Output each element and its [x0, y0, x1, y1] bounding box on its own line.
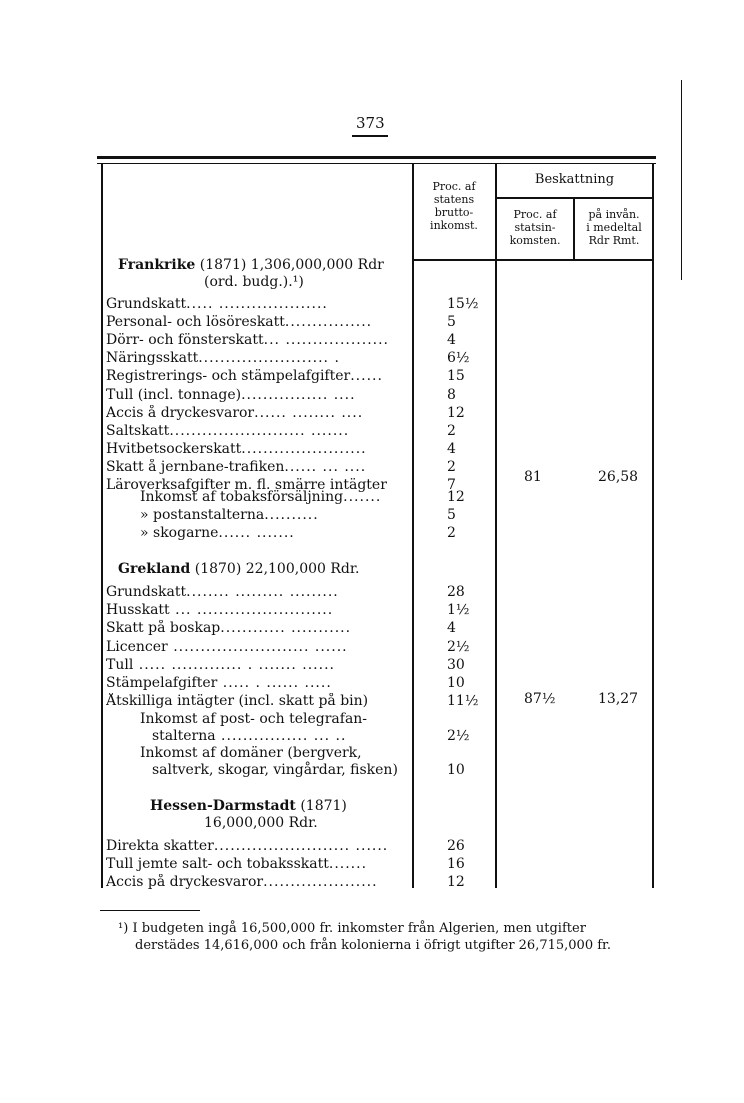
- frankrike-row-leader: ...... ........ ....: [254, 404, 364, 421]
- grekland-sub-text: stalterna: [152, 728, 216, 744]
- frankrike-row-label: [106, 387, 356, 403]
- grekland-row-value: 10: [447, 675, 465, 691]
- table-divider-2: [495, 164, 497, 888]
- grekland-row-label: [106, 639, 348, 655]
- frankrike-row-value: 12: [447, 404, 465, 421]
- grekland-row-text: Stämpelafgifter: [106, 675, 218, 691]
- grekland-budget: (1870) 22,100,000 Rdr.: [194, 561, 360, 577]
- frankrike-row-text: Registrerings- och stämpelafgifter: [106, 368, 351, 385]
- hessen-row-text: Accis på dryckesvaror: [106, 874, 264, 890]
- page-number: 373: [356, 114, 385, 132]
- frankrike-row-label: [106, 368, 383, 384]
- frankrike-row-leader: ... ...................: [263, 332, 389, 349]
- grekland-row-text: Tull: [106, 656, 134, 673]
- frankrike-row-value: 4: [447, 332, 456, 349]
- frankrike-row-value: 7: [447, 477, 456, 493]
- grekland-row-label: [106, 675, 332, 691]
- grekland-row-value: 1½: [447, 602, 470, 619]
- frankrike-row-leader: ........................ .: [198, 350, 340, 367]
- grekland-row-value: 28: [447, 584, 465, 600]
- grekland-per-invanare: 13,27: [598, 691, 639, 707]
- frankrike-sub-row-leader: ...... .......: [218, 525, 295, 541]
- grekland-row-label: [106, 602, 333, 618]
- frankrike-title: [118, 257, 384, 274]
- grekland-row-leader: ........ ......... .........: [186, 584, 339, 600]
- frankrike-sub-row-leader: ..........: [264, 507, 319, 523]
- frankrike-row-text: Näringsskatt: [106, 350, 199, 367]
- frankrike-row-value: 15: [447, 368, 465, 385]
- hessen-row-value: 26: [447, 838, 465, 854]
- grekland-row-value: 4: [447, 620, 456, 637]
- hessen-row-label: [106, 838, 388, 854]
- hessen-row-value: 12: [447, 874, 465, 890]
- frankrike-row-label: [106, 405, 363, 421]
- frankrike-row-text: Saltskatt: [106, 422, 170, 439]
- hessen-row-label: [106, 856, 367, 872]
- frankrike-row-label: [106, 441, 367, 457]
- frankrike-row-label: [106, 459, 366, 475]
- grekland-sub-value: 10: [447, 762, 465, 778]
- grekland-row-value: 30: [447, 656, 465, 673]
- frankrike-row-text: Tull (incl. tonnage): [106, 386, 242, 403]
- hessen-row-label: [106, 874, 378, 890]
- grekland-row-label: [106, 693, 368, 709]
- grekland-row-text: Husskatt: [106, 602, 170, 619]
- grekland-row-text: Licencer: [106, 638, 168, 655]
- grekland-name: Grekland: [118, 561, 191, 577]
- hessen-row-value: 16: [447, 856, 465, 872]
- grekland-row-text: Grundskatt: [106, 584, 187, 600]
- frankrike-row-text: Hvitbetsockerskatt: [106, 440, 242, 457]
- page-number-underline: [352, 135, 388, 137]
- hessen-year: (1871): [300, 798, 347, 814]
- footnote-line2: derstädes 14,616,000 och från kolonierna i öfrigt utgifter 26,715,000 fr.: [135, 938, 611, 953]
- frankrike-row-text: Grundskatt: [106, 296, 187, 312]
- grekland-sub-line1: Inkomst af domäner (bergverk,: [140, 745, 362, 761]
- table-top-rule-thin: [97, 163, 656, 164]
- frankrike-sub-row-text: » postanstalterna: [140, 507, 265, 523]
- frankrike-row-leader: ................: [284, 314, 373, 331]
- table-left-border: [101, 164, 103, 888]
- frankrike-row-label: [106, 296, 328, 312]
- frankrike-sub-row-value: 5: [447, 507, 456, 523]
- frankrike-row-text: Dörr- och fönsterskatt: [106, 332, 264, 349]
- grekland-row-label: [106, 584, 339, 600]
- scan-edge-line: [681, 80, 682, 280]
- grekland-row-value: 2½: [447, 638, 470, 655]
- grekland-sub-leader: ................ ... ..: [215, 728, 347, 744]
- hessen-row-text: Tull jemte salt- och tobaksskatt: [106, 856, 329, 872]
- grekland-row-value: 11½: [447, 693, 479, 710]
- grekland-sub-value: 2½: [447, 728, 470, 744]
- frankrike-sub-row-value: 12: [447, 489, 465, 505]
- frankrike-budget: (1871) 1,306,000,000 Rdr: [199, 257, 384, 273]
- table-right-border: [652, 164, 654, 888]
- frankrike-sub-row-text: Inkomst af tobaksförsäljning: [140, 489, 344, 505]
- grekland-title: [118, 561, 359, 578]
- header-bottom-rule: [412, 259, 653, 261]
- frankrike-row-value: 6½: [447, 350, 470, 367]
- grekland-sub-line2: [152, 728, 346, 744]
- hessen-title: [150, 798, 347, 815]
- grekland-row-label: [106, 657, 335, 673]
- frankrike-row-value: 5: [447, 314, 456, 331]
- grekland-row-leader: ............ ...........: [220, 620, 352, 637]
- grekland-row-leader: ... .........................: [169, 602, 334, 619]
- frankrike-row-label: [106, 350, 340, 366]
- grekland-row-text: Skatt på boskap: [106, 620, 221, 637]
- frankrike-row-text: Skatt å jernbane-trafiken: [106, 458, 285, 475]
- frankrike-sub-row-value: 2: [447, 525, 456, 541]
- header-proc-statens: Proc. af statens brutto- inkomst.: [430, 180, 478, 232]
- frankrike-row-value: 8: [447, 386, 456, 403]
- hessen-budget: 16,000,000 Rdr.: [204, 815, 318, 831]
- frankrike-sub-row-label: [140, 507, 319, 523]
- grekland-row-text: Åtskilliga intägter (incl. skatt på bin): [106, 693, 369, 710]
- hessen-row-text: Direkta skatter: [106, 838, 214, 854]
- frankrike-row-label: [106, 423, 349, 439]
- frankrike-sub-row-label: [140, 525, 295, 541]
- frankrike-row-text: Accis å dryckesvaror: [106, 404, 255, 421]
- frankrike-row-label: [106, 314, 372, 330]
- frankrike-row-value: 4: [447, 440, 456, 457]
- frankrike-per-invanare: 26,58: [598, 469, 639, 485]
- frankrike-row-value: 2: [447, 422, 456, 439]
- frankrike-title-line2: (ord. budg.).¹): [204, 274, 304, 290]
- header-beskattning: Beskattning: [534, 172, 615, 187]
- frankrike-row-leader: .......................: [241, 440, 367, 457]
- hessen-row-leader: ......................... ......: [213, 838, 389, 854]
- frankrike-sub-row-leader: .......: [343, 489, 382, 505]
- grekland-sub-text: saltverk, skogar, vingårdar, fisken): [152, 762, 398, 778]
- table-top-rule: [97, 156, 656, 159]
- grekland-row-leader: ......................... ......: [167, 638, 348, 655]
- grekland-sub-line2: [152, 762, 398, 778]
- grekland-sub-line1: Inkomst af post- och telegrafan-: [140, 711, 368, 727]
- frankrike-name: Frankrike: [118, 257, 196, 273]
- frankrike-row-leader: ................ ....: [241, 386, 356, 403]
- hessen-row-leader: .......: [328, 856, 368, 872]
- frankrike-row-text: Personal- och lösöreskatt: [106, 314, 285, 331]
- footnote-line1: [118, 920, 586, 937]
- grekland-row-label: [106, 620, 351, 636]
- footnote-text-1: I budgeten ingå 16,500,000 fr. inkomster från Algerien, men utgifter: [132, 921, 586, 936]
- beskattning-underline: [495, 197, 653, 199]
- table-divider-1: [412, 164, 414, 888]
- grekland-row-leader: ..... ............. . ....... ......: [133, 656, 335, 673]
- frankrike-row-value: 2: [447, 458, 456, 475]
- frankrike-row-leader: ...... ... ....: [284, 458, 367, 475]
- frankrike-proc-statsin: 81: [524, 469, 542, 485]
- frankrike-row-leader: ..... ....................: [186, 296, 328, 312]
- frankrike-row-leader: ......: [350, 368, 383, 385]
- frankrike-sub-row-label: [140, 489, 381, 505]
- frankrike-row-leader: ......................... .......: [169, 422, 350, 439]
- frankrike-sub-row-text: » skogarne: [140, 525, 219, 541]
- grekland-proc-statsin: 87½: [524, 691, 556, 707]
- header-per-invanare: på invån. i medeltal Rdr Rmt.: [586, 208, 642, 247]
- footnote-rule: [100, 910, 200, 911]
- frankrike-row-value: 15½: [447, 296, 479, 312]
- hessen-row-leader: .....................: [263, 874, 378, 890]
- header-proc-statsin: Proc. af statsin- komsten.: [509, 208, 561, 247]
- frankrike-row-label: [106, 332, 389, 348]
- footnote-marker: ¹): [118, 921, 129, 936]
- frankrike-row-text: Läroverksafgifter m. fl. smärre intägter: [106, 477, 387, 493]
- hessen-name: Hessen-Darmstadt: [150, 798, 296, 814]
- grekland-row-leader: ..... . ...... .....: [217, 675, 332, 691]
